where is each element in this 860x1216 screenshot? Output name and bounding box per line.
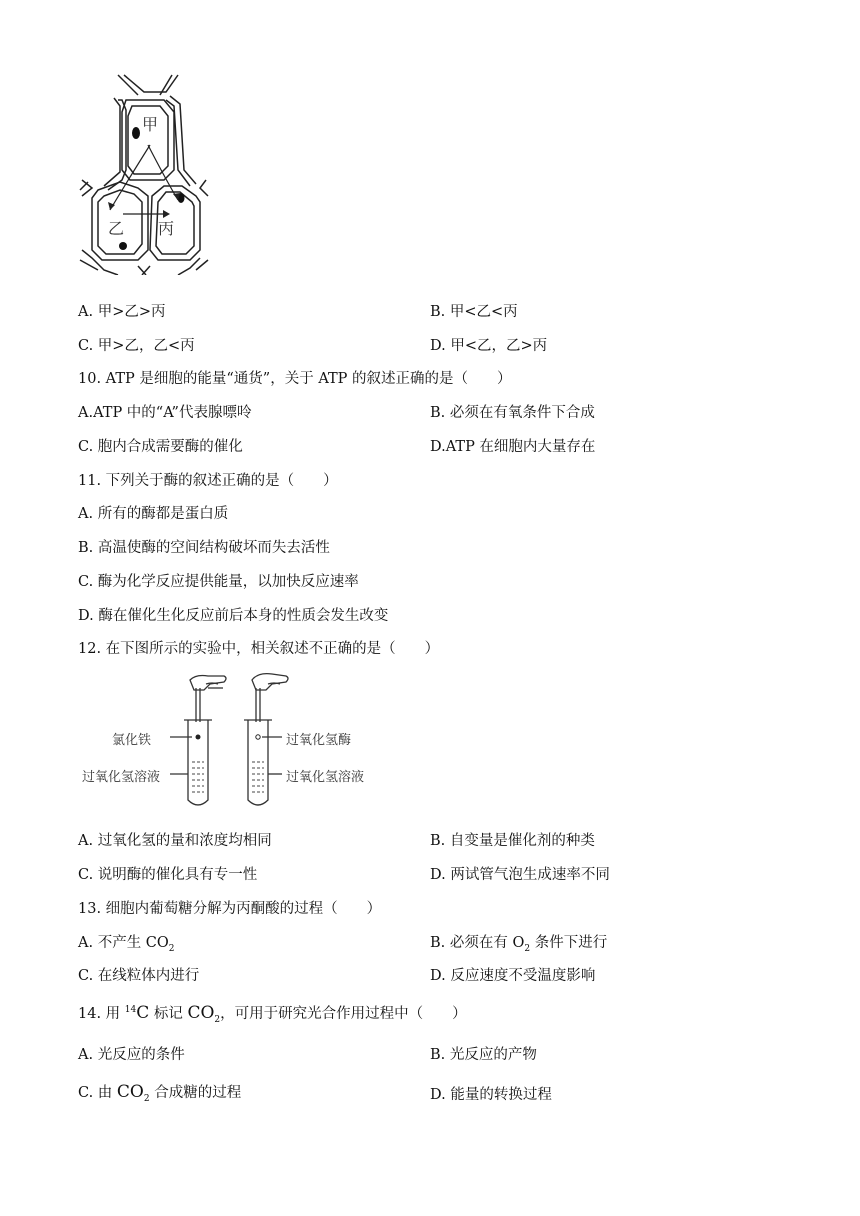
q14-co: CO <box>187 1003 215 1023</box>
option-text: 必须在有 O <box>449 935 525 951</box>
q12-stem: 12. 在下图所示的实验中，相关叙述不正确的是（ ） <box>78 641 440 657</box>
option-letter: D. <box>78 608 94 624</box>
option-letter: A. <box>78 405 94 421</box>
cell-label-yi: 乙 <box>108 219 125 238</box>
subscript: 2 <box>143 1093 150 1104</box>
option-text: 说明酶的催化具有专一性 <box>97 867 258 883</box>
q11-option-a <box>78 502 228 523</box>
option-letter: D. <box>430 338 446 354</box>
cell-label-jia: 甲 <box>142 115 159 134</box>
option-letter: A. <box>78 833 94 849</box>
option-text: 光反应的产物 <box>449 1047 537 1063</box>
label-left-solution: 过氧化氢溶液 <box>82 770 161 785</box>
q14-option-c <box>78 1081 241 1104</box>
q14-stem-mid: 标记 <box>149 1006 188 1022</box>
option-text: 由 <box>97 1085 117 1101</box>
option-letter: B. <box>78 540 94 556</box>
option-text: 所有的酶都是蛋白质 <box>97 506 229 522</box>
option-letter: A. <box>78 506 94 522</box>
option-letter: B. <box>430 935 446 951</box>
option-text: ATP 在细胞内大量存在 <box>445 439 596 455</box>
option-letter: C. <box>78 968 94 984</box>
option-text: 高温使酶的空间结构破坏而失去活性 <box>97 540 330 556</box>
q14-carbon: C <box>136 1003 150 1023</box>
option-text: 自变量是催化剂的种类 <box>449 833 595 849</box>
q14-stem-after: ，可用于研究光合作用过程中（ ） <box>220 1006 467 1022</box>
option-letter: D. <box>430 867 446 883</box>
q12-option-d <box>430 863 610 884</box>
q13-option-a <box>78 931 175 954</box>
q9-option-d <box>430 334 547 355</box>
option-letter: A. <box>78 935 94 951</box>
q10-option-a <box>78 401 251 422</box>
option-letter: C. <box>78 1085 94 1101</box>
option-letter: D. <box>430 1087 446 1103</box>
q9-option-b <box>430 300 518 321</box>
option-text: 必须在有氧条件下合成 <box>449 405 595 421</box>
q14-option-a <box>78 1043 185 1064</box>
option-letter: C. <box>78 867 94 883</box>
q10-option-b <box>430 401 595 422</box>
q12-option-b <box>430 829 595 850</box>
option-text: 光反应的条件 <box>97 1047 185 1063</box>
option-text-after: 条件下进行 <box>530 935 608 951</box>
label-ferric-chloride: 氯化铁 <box>112 733 152 748</box>
cell-label-bing: 丙 <box>158 219 175 238</box>
q10-option-c <box>78 435 243 456</box>
superscript: 14 <box>124 1005 137 1016</box>
option-text: 两试管气泡生成速率不同 <box>450 867 610 883</box>
q14-stem-before: 14. 用 <box>78 1006 125 1022</box>
option-co: CO <box>116 1082 144 1102</box>
option-text: 过氧化氢的量和浓度均相同 <box>97 833 272 849</box>
cell-diagram <box>78 70 213 275</box>
cell-diagram-svg <box>78 70 213 275</box>
q14-option-b <box>430 1043 537 1064</box>
option-text: ATP 中的“A”代表腺嘌呤 <box>93 405 252 421</box>
option-letter: D. <box>430 439 446 455</box>
option-text: 能量的转换过程 <box>450 1087 552 1103</box>
option-letter: C. <box>78 439 94 455</box>
q13-stem: 13. 细胞内葡萄糖分解为丙酮酸的过程（ ） <box>78 901 382 917</box>
option-text: 甲>乙，乙<丙 <box>97 338 195 354</box>
option-text: 酶为化学反应提供能量，以加快反应速率 <box>97 574 359 590</box>
option-text: 酶在催化生化反应前后本身的性质会发生改变 <box>98 608 389 624</box>
q11-option-d <box>78 604 388 625</box>
q10-stem: 10. ATP 是细胞的能量“通货”，关于 ATP 的叙述正确的是（ ） <box>78 371 512 387</box>
option-letter: C. <box>78 574 94 590</box>
q14-stem <box>78 1002 467 1025</box>
option-text-after: 合成糖的过程 <box>149 1085 242 1101</box>
q13-option-c <box>78 964 199 985</box>
option-letter: A. <box>78 304 94 320</box>
subscript: 2 <box>524 943 531 954</box>
test-tube-diagram <box>78 670 398 810</box>
option-text: 甲>乙>丙 <box>97 304 166 320</box>
option-text: 胞内合成需要酶的催化 <box>97 439 243 455</box>
option-letter: B. <box>430 833 446 849</box>
option-text: 甲<乙，乙>丙 <box>450 338 548 354</box>
q11-option-c <box>78 570 359 591</box>
subscript: 2 <box>168 943 175 954</box>
option-letter: A. <box>78 1047 94 1063</box>
q9-option-c <box>78 334 195 355</box>
option-letter: C. <box>78 338 94 354</box>
q11-stem: 11. 下列关于酶的叙述正确的是（ ） <box>78 473 338 489</box>
q13-option-b <box>430 931 607 954</box>
q13-option-d <box>430 964 595 985</box>
q12-option-c <box>78 863 257 884</box>
subscript: 2 <box>214 1014 221 1025</box>
option-letter: B. <box>430 304 446 320</box>
option-letter: D. <box>430 968 446 984</box>
label-right-solution: 过氧化氢溶液 <box>286 770 365 785</box>
option-text: 不产生 CO <box>97 935 169 951</box>
q11-option-b <box>78 536 330 557</box>
option-text: 甲<乙<丙 <box>449 304 518 320</box>
option-text: 在线粒体内进行 <box>97 968 200 984</box>
q14-option-d <box>430 1083 552 1104</box>
option-text: 反应速度不受温度影响 <box>450 968 596 984</box>
q10-option-d <box>430 435 595 456</box>
q9-option-a <box>78 300 166 321</box>
q12-option-a <box>78 829 272 850</box>
label-catalase: 过氧化氢酶 <box>286 733 352 748</box>
option-letter: B. <box>430 1047 446 1063</box>
option-letter: B. <box>430 405 446 421</box>
